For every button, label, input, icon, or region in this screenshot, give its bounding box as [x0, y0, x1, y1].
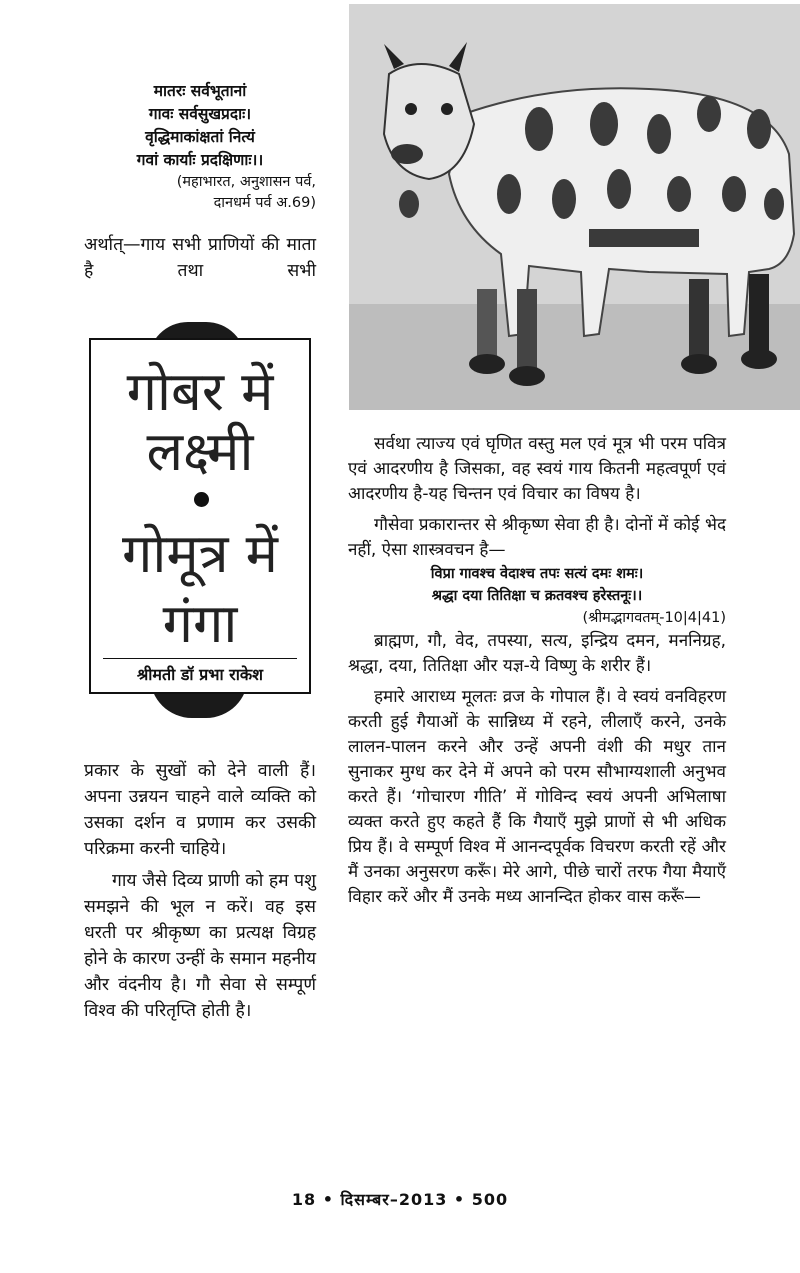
- mantra-line: श्रद्धा दया तितिक्षा च क्रतवश्च हरेस्तनूः।।: [431, 588, 643, 604]
- shloka-citation: दानधर्म पर्व अ.69): [213, 195, 316, 211]
- shloka-line: गवां कार्याः प्रदक्षिणाः।।: [136, 151, 264, 169]
- title-line: गोबर में: [126, 360, 274, 423]
- title-line: लक्ष्मी: [146, 420, 254, 483]
- mantra-citation: (श्रीमद्भागवतम्-10|4|41): [582, 610, 726, 626]
- title-line: गोमूत्र में: [122, 522, 278, 585]
- paragraph: गाय जैसे दिव्य प्राणी को हम पशु समझने की भूल न करें। वह इस धरती पर श्रीकृष्ण का प्रत्यक्ष विग्रह होने के कारण उन्हीं के समान महनीय और वंदनीय है। गौ सेवा से सम्पूर्ण विश्व की परितृप्ति होती है।: [84, 871, 316, 1021]
- paragraph: सर्वथा त्याज्य एवं घृणित वस्तु मल एवं मूत्र भी परम पवित्र एवं आदरणीय है जिसका, वह स्वयं गाय कितनी महत्वपूर्ण एवं आदरणीय है-यह चिन्तन एवं विचार का विषय है।: [348, 434, 726, 504]
- shloka-block: [84, 80, 316, 214]
- paragraph: गौसेवा प्रकारान्तर से श्रीकृष्ण सेवा ही है। दोनों में कोई भेद नहीं, ऐसा शास्त्रवचन है—: [348, 515, 726, 560]
- intro-text: अर्थात्—गाय सभी प्राणियों की माता है तथा सभी: [84, 235, 316, 281]
- paragraph: प्रकार के सुखों को देने वाली हैं। अपना उन्नयन चाहने वाले व्यक्ति को उसका दर्शन व प्रणाम कर उसकी परिक्रमा करनी चाहिये।: [84, 761, 316, 859]
- title-line: गंगा: [162, 592, 238, 655]
- paragraph: हमारे आराध्य मूलतः व्रज के गोपाल हैं। वे स्वयं वनविहरण करती हुई गैयाओं के सान्निध्य में रहने, लीलाएँ करने, उनके लालन-पालन करने और उन्हें अपनी वंशी की मधुर तान सुनाकर मुग्ध कर देने में अपने को परम सौभाग्यशाली अनुभव करते हैं। ‘गोचारण गीति’ में गोविन्द स्वयं अपनी अभिलाषा व्यक्त करते हुए कहते हैं कि गैयाएँ मुझे प्राणों से भी अधिक प्रिय हैं। वे सम्पूर्ण विश्व में आनन्दपूर्वक विचरण करती रहें और मैं उनका अनुसरण करूँ। मेरे आगे, पीछे चारों तरफ गैया मैयाएँ विहार करें और मैं उनके मध्य आनन्दित होकर वास करूँ—: [348, 687, 726, 907]
- shloka-line: गावः सर्वसुखप्रदाः।: [148, 105, 252, 123]
- shloka-citation: (महाभारत, अनुशासन पर्व,: [176, 174, 316, 190]
- page-footer: 18 • दिसम्बर–2013 • 500: [291, 1190, 509, 1209]
- right-column-body: [348, 432, 726, 910]
- article-title-box: [89, 338, 311, 694]
- title-bullet-dot: [194, 492, 209, 507]
- mantra-line: विप्रा गावश्च वेदाश्च तपः सत्यं दमः शमः।: [430, 566, 644, 582]
- author-name: श्रीमती डॉ प्रभा राकेश: [103, 658, 297, 685]
- left-column-body: [84, 758, 316, 1024]
- paragraph: ब्राह्मण, गौ, वेद, तपस्या, सत्य, इन्द्रिय दमन, मननिग्रह, श्रद्धा, दया, तितिक्षा और यज्ञ-ये विष्णु के शरीर हैं।: [348, 631, 726, 676]
- shloka-line: वृद्धिमाकांक्षतां नित्यं: [145, 128, 255, 146]
- cow-illustration: [349, 4, 800, 410]
- shloka-line: मातरः सर्वभूतानां: [153, 82, 247, 100]
- cow-photo: [349, 4, 800, 410]
